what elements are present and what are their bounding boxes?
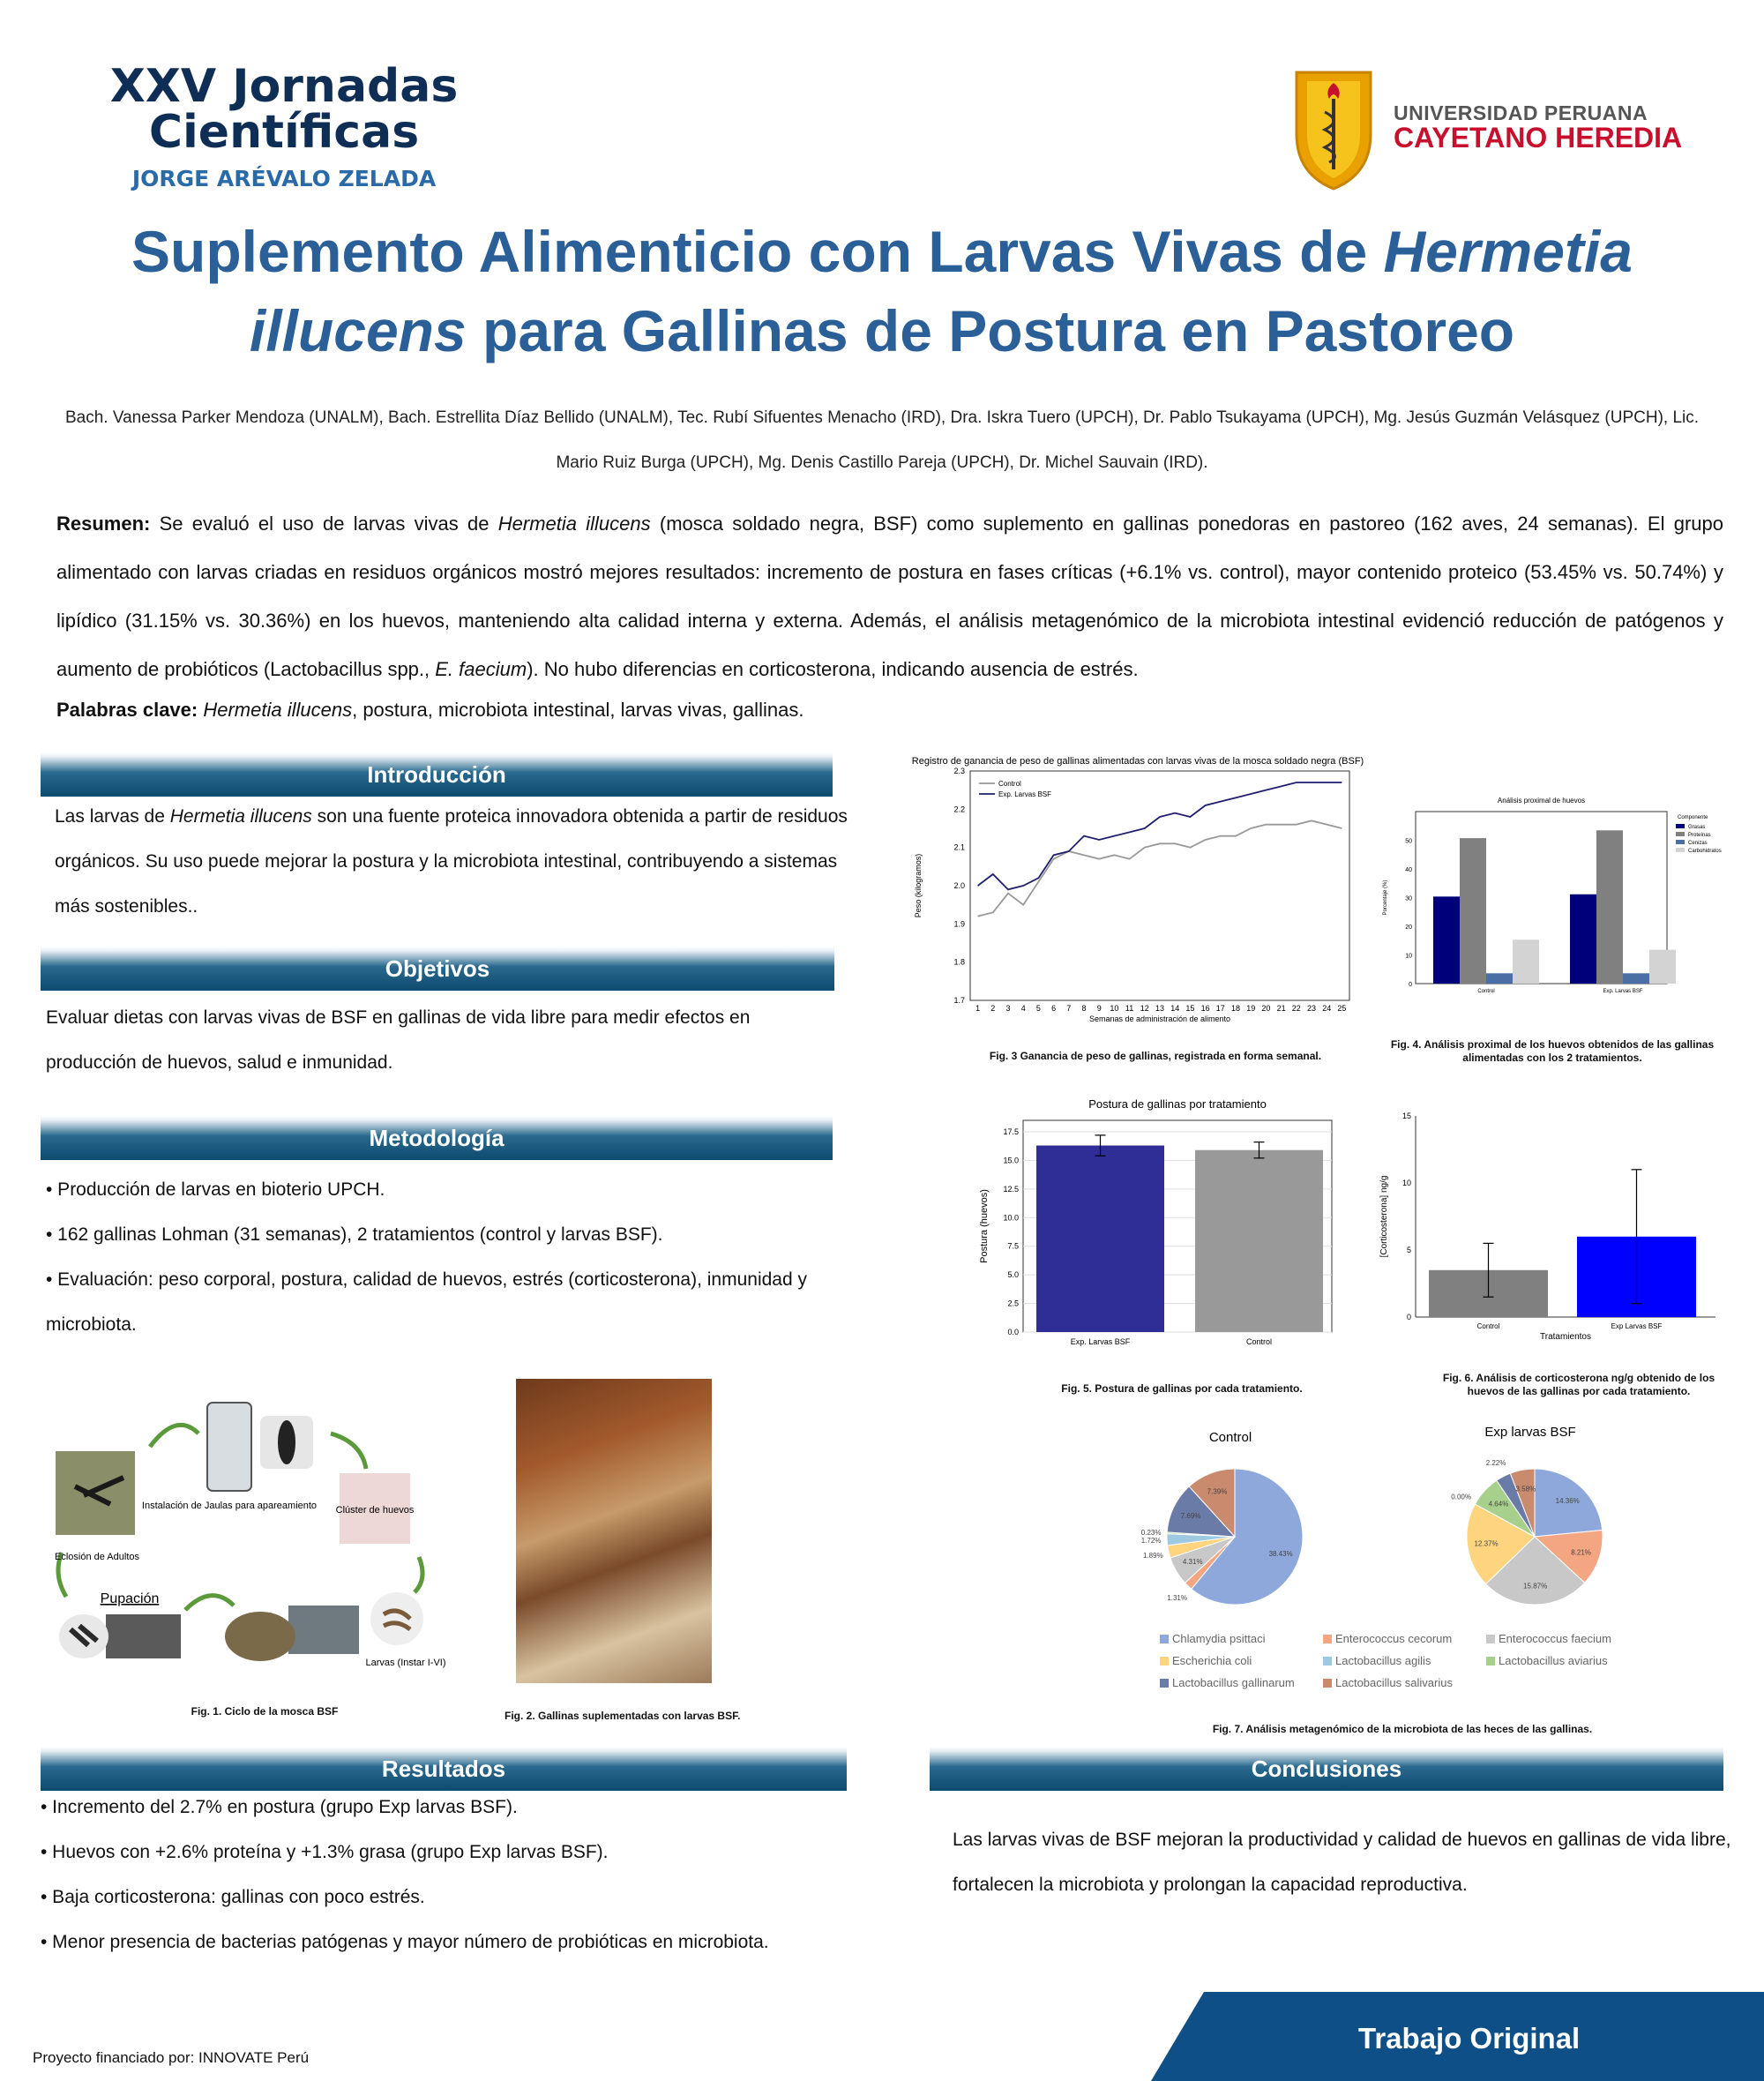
fig6-caption: Fig. 6. Análisis de corticosterona ng/g obtenido de los huevos de las gallinas por cada tratamiento. bbox=[1442, 1372, 1715, 1397]
x-tick-label: Control bbox=[1477, 989, 1495, 994]
arrow-icon bbox=[150, 1425, 198, 1447]
fig1-label: Clúster de huevos bbox=[335, 1505, 415, 1516]
y-tick-label: 1.7 bbox=[953, 996, 965, 1005]
fig3-line-chart bbox=[908, 752, 1367, 1047]
x-tick-label: Control bbox=[1245, 1337, 1273, 1346]
pie-label: 3.58% bbox=[1515, 1485, 1536, 1493]
authors: Bach. Vanessa Parker Mendoza (UNALM), Bach. Estrellita Díaz Bellido (UNALM), Tec. Rubí Sifuentes Menacho (IRD), Dra. Iskra Tuero (UPCH), Dr. Pablo Tsukayama (UPCH), Mg. Jesús Guzmán Velásquez (UPCH), Lic. Mario Ruiz Burga (UPCH), Mg. Denis Castillo Pareja (UPCH), Dr. Michel Sauvain (IRD). bbox=[64, 408, 1700, 472]
y-tick-label: 5 bbox=[1406, 1246, 1411, 1254]
abstract-species: Hermetia illucens bbox=[497, 513, 651, 535]
legend-label: Carbohidratos bbox=[1688, 849, 1722, 854]
fig4-bar-chart bbox=[1376, 792, 1746, 1013]
pie-label: 1.89% bbox=[1143, 1551, 1163, 1560]
y-tick-label: 30 bbox=[1405, 895, 1412, 902]
legend-swatch bbox=[1486, 1657, 1495, 1666]
x-tick-label: 3 bbox=[1005, 1004, 1011, 1013]
legend-swatch bbox=[1676, 840, 1685, 844]
legend-label: Chlamydia psittaci bbox=[1172, 1632, 1266, 1645]
bar bbox=[1570, 895, 1596, 984]
x-tick-label: 1 bbox=[975, 1004, 981, 1013]
legend-label: Lactobacillus agilis bbox=[1335, 1654, 1431, 1667]
title-part2: para Gallinas de Postura en Pastoreo bbox=[466, 298, 1515, 363]
y-tick-label: 2.1 bbox=[953, 842, 965, 852]
x-tick-label: 5 bbox=[1035, 1004, 1041, 1013]
footer-badge-label: Trabajo Original bbox=[1358, 2022, 1581, 2055]
y-tick-label: 2.3 bbox=[953, 767, 965, 775]
x-tick-label: 4 bbox=[1020, 1004, 1026, 1013]
y-tick-label: 10.0 bbox=[1003, 1213, 1019, 1223]
x-tick-label: 17 bbox=[1215, 1004, 1225, 1013]
legend-swatch bbox=[1323, 1657, 1332, 1666]
x-tick-label: 19 bbox=[1246, 1004, 1256, 1013]
fig5-caption: Fig. 5. Postura de gallinas por cada tratamiento. bbox=[1061, 1382, 1303, 1395]
bar bbox=[1195, 1150, 1323, 1332]
pie-label: 2.22% bbox=[1485, 1458, 1506, 1467]
bar bbox=[1649, 950, 1676, 984]
fig2-caption: Fig. 2. Gallinas suplementadas con larvas BSF. bbox=[505, 1710, 741, 1722]
introduction-text bbox=[55, 794, 848, 929]
series-line-control bbox=[978, 820, 1342, 916]
x-tick-label: Exp. Larvas BSF bbox=[1070, 1337, 1131, 1346]
section-heading-methodology: Metodología bbox=[41, 1116, 833, 1160]
legend-swatch bbox=[1160, 1635, 1169, 1643]
results-item: • Huevos con +2.6% proteína y +1.3% grasa (grupo Exp larvas BSF). bbox=[41, 1842, 609, 1862]
keywords-label: Palabras clave: bbox=[56, 699, 198, 721]
y-tick-label: 10 bbox=[1405, 953, 1412, 960]
x-tick-label: 2 bbox=[990, 1004, 996, 1013]
section-heading-objectives: Objetivos bbox=[41, 947, 834, 991]
pie-label: 4.64% bbox=[1488, 1500, 1509, 1508]
legend-label: Exp. Larvas BSF bbox=[998, 790, 1052, 798]
bar bbox=[1596, 830, 1623, 984]
y-tick-label: 10 bbox=[1401, 1179, 1411, 1187]
arrow-icon bbox=[415, 1557, 422, 1592]
x-tick-label: 6 bbox=[1051, 1004, 1057, 1013]
x-tick-label: 12 bbox=[1140, 1004, 1149, 1013]
bsf-lifecycle-diagram bbox=[49, 1398, 446, 1672]
x-tick-label: Control bbox=[1476, 1322, 1500, 1330]
fig7-caption: Fig. 7. Análisis metagenómico de la microbiota de las heces de las gallinas. bbox=[1212, 1723, 1593, 1735]
hens-photo bbox=[516, 1379, 712, 1683]
pie-label: 4.31% bbox=[1182, 1558, 1203, 1567]
legend-swatch bbox=[1676, 832, 1685, 836]
chart-title: Postura de gallinas por tratamiento bbox=[1088, 1097, 1267, 1111]
y-axis-label: [Corticosterona] ng/g bbox=[1379, 1175, 1389, 1258]
x-tick-label: 22 bbox=[1291, 1004, 1301, 1013]
fig1-label: Eclosión de Adultos bbox=[54, 1552, 140, 1562]
fig1-caption: Fig. 1. Ciclo de la mosca BSF bbox=[191, 1705, 339, 1718]
x-tick-label: 25 bbox=[1337, 1004, 1347, 1013]
plot-area bbox=[970, 771, 1349, 1000]
abstract-text: ). No hubo diferencias en corticosterona, indicando ausencia de estrés. bbox=[527, 658, 1139, 680]
section-heading-results: Resultados bbox=[41, 1747, 847, 1791]
keywords-species: Hermetia illucens bbox=[203, 699, 353, 721]
title-part1: Suplemento Alimenticio con Larvas Vivas de bbox=[131, 219, 1384, 284]
legend-swatch bbox=[1323, 1635, 1332, 1643]
legend-label: Lactobacillus gallinarum bbox=[1172, 1676, 1295, 1689]
y-tick-label: 2.0 bbox=[953, 881, 965, 890]
arrow-icon bbox=[185, 1596, 234, 1610]
x-tick-label: 21 bbox=[1276, 1004, 1286, 1013]
bar bbox=[1623, 973, 1649, 984]
y-tick-label: 0.0 bbox=[1007, 1328, 1019, 1336]
legend-swatch bbox=[1160, 1679, 1169, 1688]
methodology-list bbox=[46, 1167, 840, 1347]
university-name-line1: UNIVERSIDAD PERUANA bbox=[1394, 101, 1648, 124]
bar bbox=[1433, 896, 1460, 984]
y-tick-label: 1.8 bbox=[953, 957, 965, 967]
legend-label: Grasas bbox=[1688, 825, 1706, 830]
university-name-line2: CAYETANO HEREDIA bbox=[1394, 122, 1683, 153]
larvae-pile-icon bbox=[225, 1612, 295, 1661]
bar bbox=[1486, 973, 1513, 984]
abstract-species: E. faecium bbox=[435, 658, 527, 680]
legend-label: Lactobacillus aviarius bbox=[1499, 1654, 1608, 1667]
legend-swatch bbox=[1160, 1657, 1169, 1666]
pie-label: 7.69% bbox=[1180, 1511, 1201, 1520]
fig1-label: Pupación bbox=[100, 1591, 160, 1606]
pie-label: 38.43% bbox=[1268, 1549, 1293, 1558]
pie-label: 12.37% bbox=[1474, 1539, 1499, 1548]
y-tick-label: 15 bbox=[1401, 1112, 1411, 1120]
fig1-label: Instalación de Jaulas para apareamiento bbox=[141, 1501, 318, 1511]
y-tick-label: 15.0 bbox=[1003, 1156, 1019, 1165]
pie-title: Exp larvas BSF bbox=[1484, 1425, 1576, 1440]
event-subtitle: JORGE ARÉVALO ZELADA bbox=[131, 166, 437, 191]
y-tick-label: 2.2 bbox=[953, 805, 965, 814]
legend-title: Componente bbox=[1678, 815, 1708, 820]
legend-swatch bbox=[1676, 848, 1685, 852]
x-tick-label: 10 bbox=[1110, 1004, 1119, 1013]
y-tick-label: 0 bbox=[1409, 982, 1412, 988]
y-tick-label: 0 bbox=[1406, 1313, 1411, 1321]
fig5-bar-chart bbox=[975, 1094, 1345, 1359]
x-tick-label: Exp Larvas BSF bbox=[1611, 1322, 1663, 1330]
intro-text: son una fuente proteica innovadora obtenida a partir de residuos orgánicos. Su uso puede mejorar la postura y la microbiota intestinal, contribuyendo a sistemas más sostenibles.. bbox=[55, 806, 848, 917]
event-title-line1: XXV Jornadas bbox=[109, 60, 459, 113]
cage-icon bbox=[207, 1403, 251, 1491]
arrow-icon bbox=[331, 1433, 366, 1469]
y-tick-label: 7.5 bbox=[1007, 1241, 1019, 1251]
x-tick-label: 9 bbox=[1096, 1004, 1102, 1013]
fig6-bar-chart bbox=[1376, 1107, 1729, 1342]
pie-label: 0.00% bbox=[1451, 1493, 1471, 1501]
pie-label: 14.36% bbox=[1555, 1496, 1580, 1505]
x-tick-label: 23 bbox=[1306, 1004, 1317, 1013]
legend-swatch bbox=[1323, 1679, 1332, 1688]
fig4-caption: Fig. 4. Análisis proximal de los huevos obtenidos de las gallinas alimentadas con los 2 tratamientos. bbox=[1390, 1038, 1715, 1064]
results-item: • Incremento del 2.7% en postura (grupo Exp larvas BSF). bbox=[41, 1797, 518, 1817]
y-tick-label: 20 bbox=[1405, 924, 1412, 931]
abstract bbox=[56, 499, 1723, 693]
funding-note: Proyecto financiado por: INNOVATE Perú bbox=[33, 2049, 310, 2066]
x-tick-label: 11 bbox=[1125, 1004, 1134, 1013]
fig1-label: Larvas (Instar I-VI) bbox=[365, 1658, 446, 1668]
event-logo bbox=[99, 60, 469, 191]
conclusions-text: Las larvas vivas de BSF mejoran la productividad y calidad de huevos en gallinas de vida libre, fortalecen la microbiota y prolongan la capacidad reproductiva. bbox=[953, 1830, 1731, 1895]
y-axis-label: Porcentaje (%) bbox=[1383, 880, 1388, 916]
y-tick-label: 12.5 bbox=[1003, 1184, 1019, 1194]
x-axis-label: Tratamientos bbox=[1540, 1332, 1591, 1342]
larvae-icon bbox=[370, 1592, 423, 1645]
x-tick-label: 14 bbox=[1170, 1004, 1180, 1013]
legend-swatch bbox=[1676, 824, 1685, 828]
legend-label: Enterococcus faecium bbox=[1499, 1632, 1611, 1645]
x-axis-label: Semanas de administración de alimento bbox=[1088, 1014, 1231, 1023]
pupae-icon bbox=[59, 1614, 108, 1658]
legend-label: Cenizas bbox=[1688, 841, 1708, 846]
keywords-text: , postura, microbiota intestinal, larvas vivas, gallinas. bbox=[352, 699, 804, 721]
x-tick-label: 13 bbox=[1155, 1004, 1165, 1013]
objectives-text: Evaluar dietas con larvas vivas de BSF en gallinas de vida libre para medir efectos en producción de huevos, salud e inmunidad. bbox=[46, 1007, 751, 1073]
y-tick-label: 40 bbox=[1405, 867, 1412, 873]
pie-title: Control bbox=[1208, 1430, 1252, 1445]
results-item: • Baja corticosterona: gallinas con poco estrés. bbox=[41, 1887, 425, 1907]
x-tick-label: Exp. Larvas BSF bbox=[1603, 989, 1643, 994]
abstract-label: Resumen: bbox=[56, 513, 151, 535]
legend-label: Escherichia coli bbox=[1172, 1654, 1252, 1667]
y-axis-label: Peso (kilogramos) bbox=[914, 853, 923, 918]
pupae-container-icon bbox=[106, 1614, 181, 1658]
legend-label: Control bbox=[998, 780, 1021, 788]
title-species: Hermetia illucens bbox=[249, 219, 1633, 363]
methodology-item: • 162 gallinas Lohman (31 semanas), 2 tratamientos (control y larvas BSF). bbox=[46, 1224, 663, 1245]
methodology-item: • Evaluación: peso corporal, postura, calidad de huevos, estrés (corticosterona), inmunidad y microbiota. bbox=[46, 1269, 807, 1335]
intro-species: Hermetia illucens bbox=[169, 806, 312, 827]
legend-label: Proteínas bbox=[1688, 833, 1711, 838]
pie-label: 8.21% bbox=[1571, 1548, 1591, 1557]
pie-label: 15.87% bbox=[1523, 1582, 1548, 1591]
y-axis-label: Postura (huevos) bbox=[979, 1189, 990, 1263]
results-item: • Menor presencia de bacterias patógenas y mayor número de probióticas en microbiota. bbox=[41, 1932, 769, 1952]
poster-title bbox=[26, 212, 1738, 371]
intro-text: Las larvas de bbox=[55, 806, 170, 827]
x-tick-label: 18 bbox=[1230, 1004, 1241, 1013]
y-tick-label: 2.5 bbox=[1007, 1299, 1019, 1308]
pie-label: 1.72% bbox=[1140, 1537, 1162, 1546]
fig3-caption: Fig. 3 Ganancia de peso de gallinas, registrada en forma semanal. bbox=[989, 1050, 1322, 1062]
y-tick-label: 1.9 bbox=[953, 919, 965, 929]
x-tick-label: 15 bbox=[1185, 1004, 1195, 1013]
event-title-line2: Científicas bbox=[148, 106, 420, 159]
bar bbox=[1036, 1146, 1164, 1332]
abstract-text: Se evaluó el uso de larvas vivas de bbox=[150, 513, 498, 535]
x-tick-label: 16 bbox=[1200, 1004, 1210, 1013]
y-tick-label: 50 bbox=[1405, 838, 1412, 845]
abstract-text: (mosca soldado negra, BSF) como suplemento en gallinas ponedoras en pastoreo (162 aves, 24 semanas). El grupo alimentado con larvas criadas en residuos orgánicos mostró mejores resultados: incremento de postura en fases críticas (+6.1% vs. control), mayor contenido proteico (53.45% vs. 50.74%) y lipídico (31.15% vs. 30.36%) en los huevos, manteniendo alta calidad interna y externa. Además, el análisis metagenómico de la microbiota intestinal evidenció reducción de patógenos y aumento de probióticos (Lactobacillus spp., bbox=[56, 513, 1723, 680]
pie-label: 1.31% bbox=[1167, 1593, 1188, 1602]
larvae-container-icon bbox=[288, 1606, 359, 1654]
section-heading-conclusions: Conclusiones bbox=[930, 1747, 1723, 1791]
x-tick-label: 20 bbox=[1261, 1004, 1271, 1013]
x-tick-label: 24 bbox=[1322, 1004, 1332, 1013]
x-tick-label: 8 bbox=[1081, 1004, 1087, 1013]
bar bbox=[1513, 939, 1539, 984]
university-shield-icon bbox=[1289, 64, 1378, 191]
legend-swatch bbox=[1486, 1635, 1495, 1643]
legend-label: Lactobacillus salivarius bbox=[1335, 1676, 1453, 1689]
legend-label: Enterococcus cecorum bbox=[1335, 1632, 1453, 1645]
methodology-item: • Producción de larvas en bioterio UPCH. bbox=[46, 1179, 385, 1200]
results-list bbox=[41, 1785, 852, 1965]
section-heading-introduction: Introducción bbox=[41, 752, 833, 797]
chart-title: Registro de ganancia de peso de gallinas alimentadas con larvas vivas de la mosca soldado negra (BSF) bbox=[911, 756, 1364, 767]
pie-label: 7.39% bbox=[1207, 1487, 1228, 1496]
x-tick-label: 7 bbox=[1066, 1004, 1072, 1013]
y-tick-label: 17.5 bbox=[1003, 1127, 1019, 1136]
y-tick-label: 5.0 bbox=[1007, 1270, 1019, 1280]
keywords bbox=[56, 688, 1723, 732]
fig7-pie-charts bbox=[1107, 1420, 1724, 1711]
pie-label: 0.23% bbox=[1140, 1528, 1162, 1537]
series-line-bsf bbox=[978, 782, 1342, 889]
bar bbox=[1460, 838, 1486, 984]
chart-title: Análisis proximal de huevos bbox=[1497, 797, 1586, 805]
